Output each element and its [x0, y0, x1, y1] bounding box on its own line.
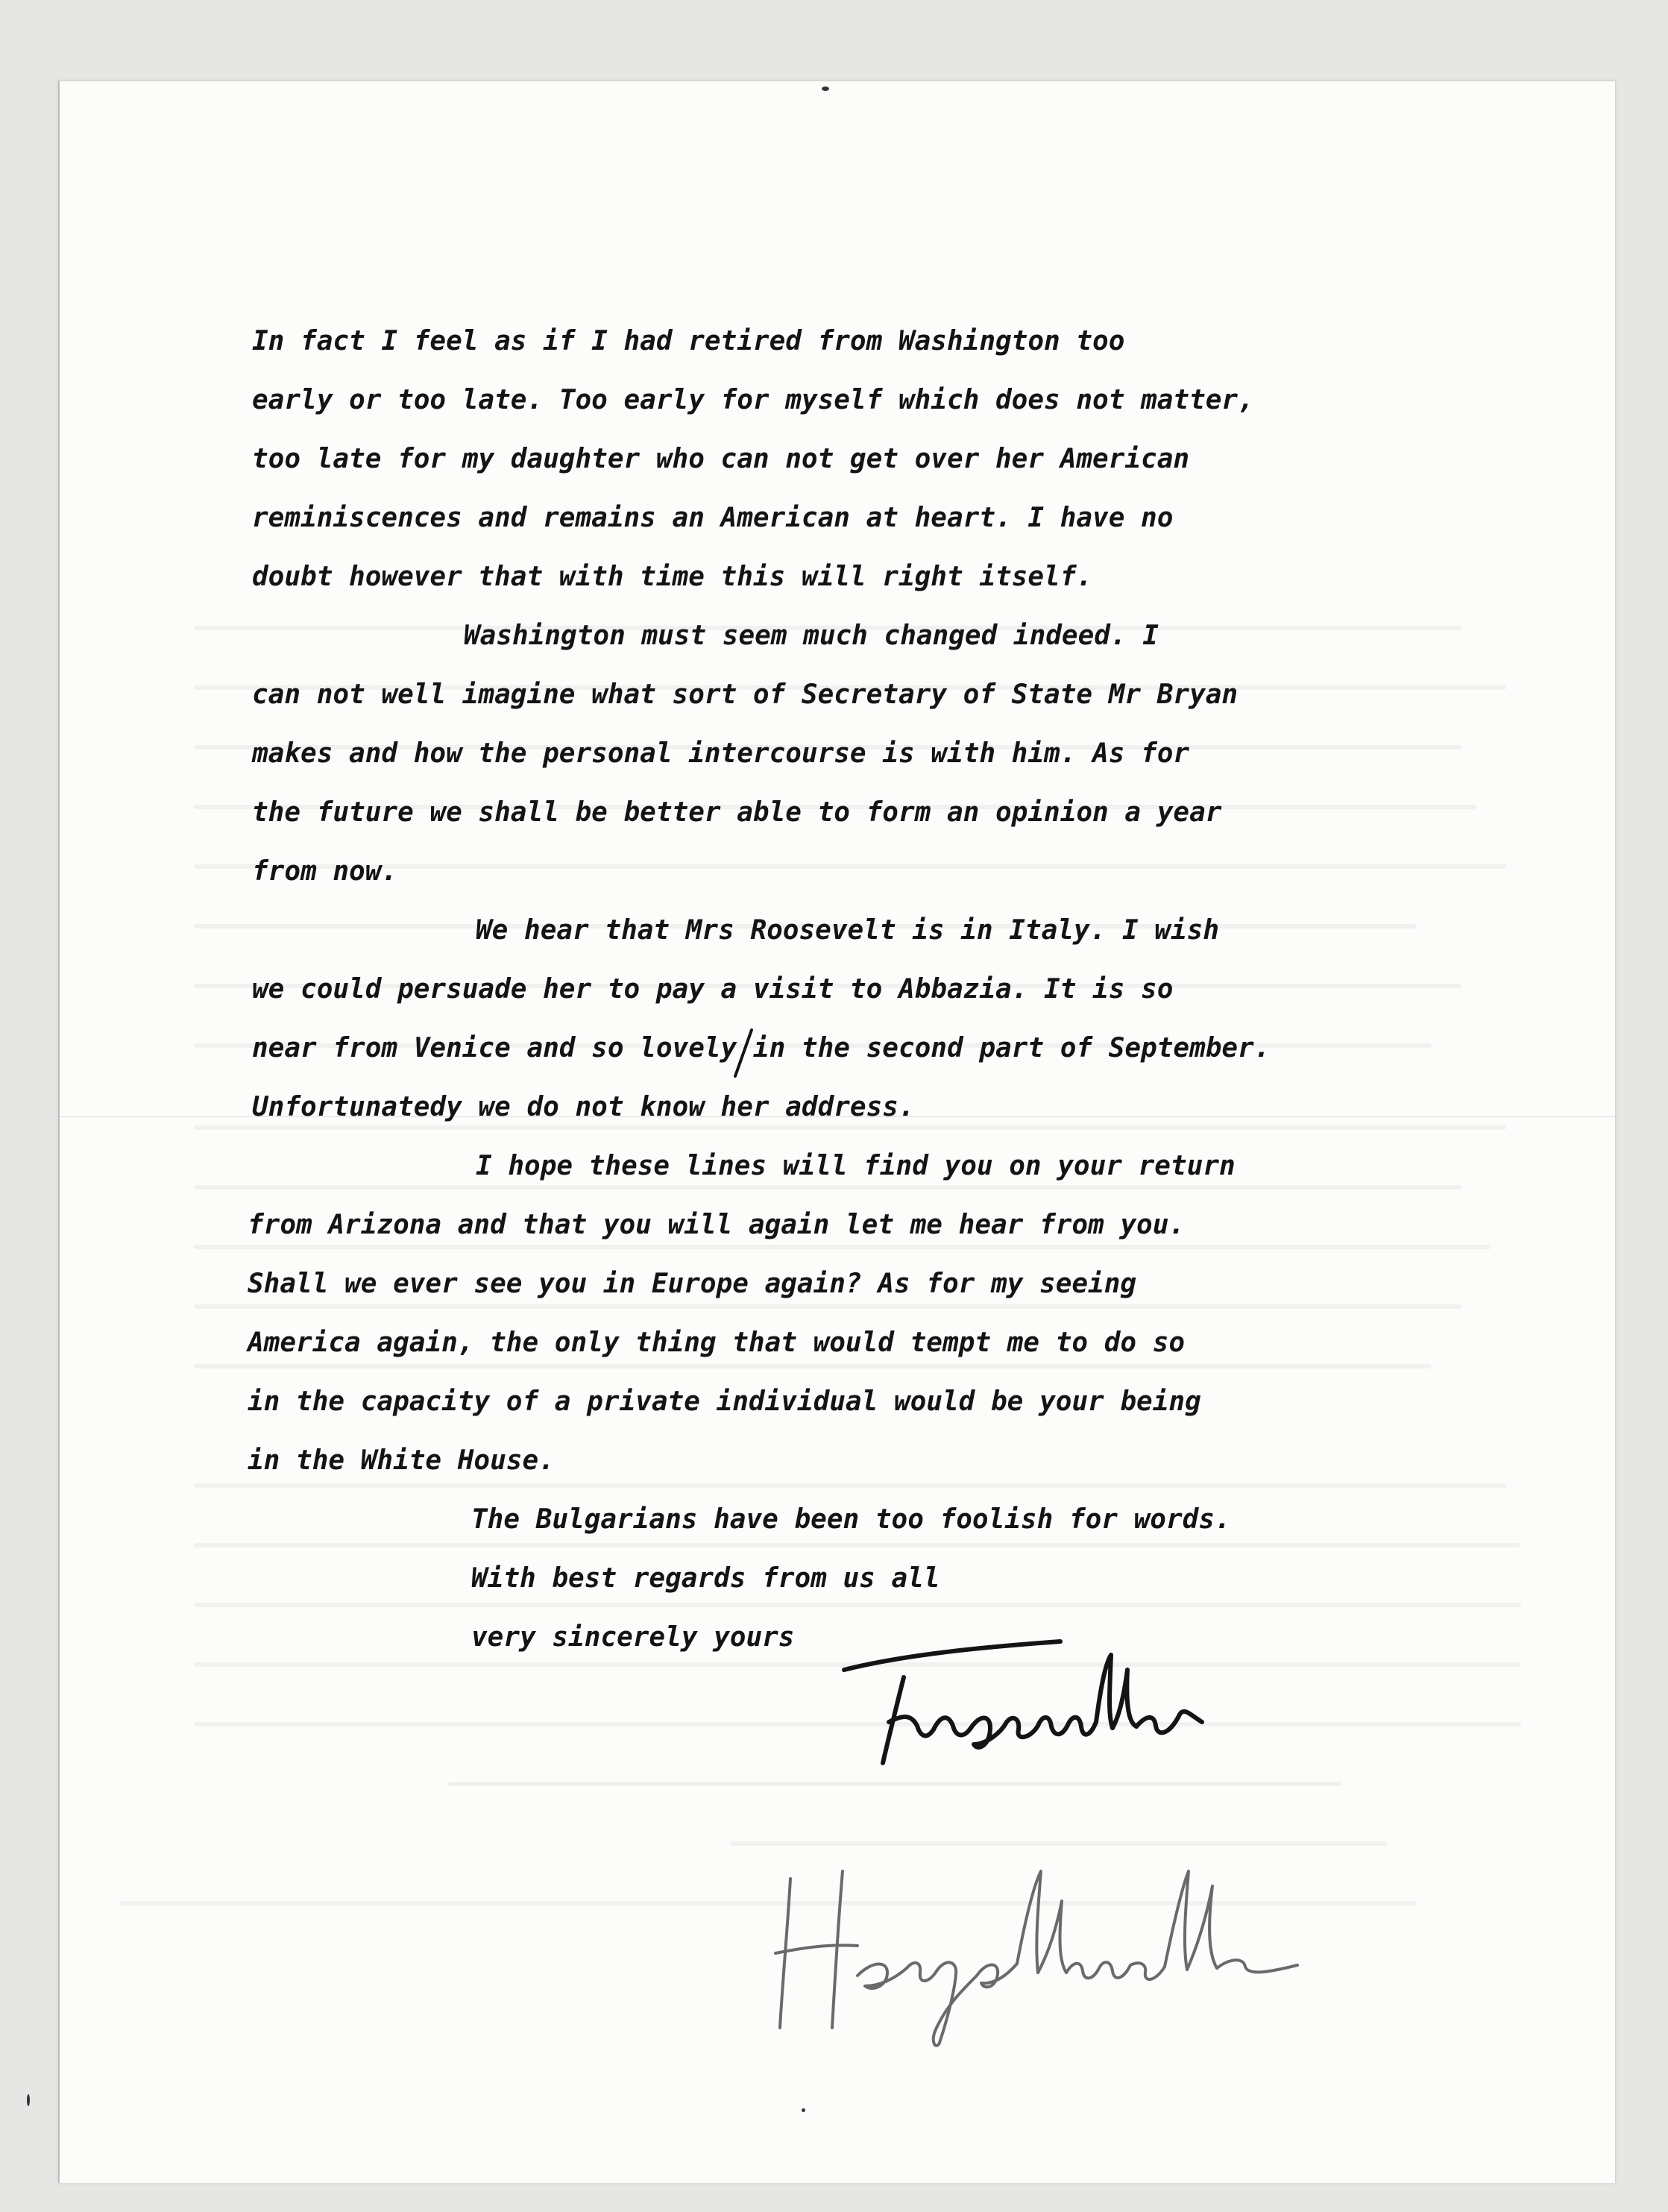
letter-line: In fact I feel as if I had retired from Washington too: [252, 326, 1125, 356]
pen-mark: [729, 1027, 759, 1079]
letter-line: I hope these lines will find you on your return: [476, 1151, 1236, 1181]
letter-page: [58, 81, 1616, 2183]
letter-line: in the capacity of a private individual would be your being: [248, 1386, 1201, 1417]
film-speck: [27, 2094, 30, 2106]
letter-line: Washington must seem much changed indeed. I: [464, 620, 1159, 651]
letter-line: Shall we ever see you in Europe again? As for my seeing: [248, 1269, 1137, 1299]
letter-line: near from Venice and so lovely in the second part of September.: [252, 1033, 1271, 1063]
closing-valediction: very sincerely yours: [471, 1622, 795, 1653]
pencil-signature: [761, 1826, 1357, 2050]
letter-line: Unfortunatedy we do not know her address.: [252, 1092, 915, 1122]
letter-line: we could persuade her to pay a visit to Abbazia. It is so: [252, 974, 1174, 1005]
letter-line: from Arizona and that you will again let me hear from you.: [248, 1210, 1186, 1240]
letter-line: America again, the only thing that would tempt me to do so: [248, 1327, 1186, 1358]
letter-line: The Bulgarians have been too foolish for words.: [471, 1504, 1231, 1535]
letter-line: makes and how the personal intercourse is with him. As for: [252, 738, 1190, 769]
letter-line: reminiscences and remains an American at heart. I have no: [252, 503, 1174, 533]
closing-regards: With best regards from us all: [471, 1563, 940, 1594]
film-speck: [822, 87, 829, 91]
letter-line: the future we shall be better able to form an opinion a year: [252, 797, 1222, 828]
letter-line: too late for my daughter who can not get over her American: [252, 444, 1190, 474]
letter-line: in the White House.: [248, 1445, 555, 1476]
letter-line: We hear that Mrs Roosevelt is in Italy. I wish: [476, 915, 1219, 946]
letter-line: can not well imagine what sort of Secretary of State Mr Bryan: [252, 679, 1239, 710]
film-speck: [802, 2108, 805, 2112]
letter-line: doubt however that with time this will right itself.: [252, 562, 1093, 592]
letter-line: from now.: [252, 856, 398, 887]
ink-signature: [814, 1603, 1262, 1774]
letter-line: early or too late. Too early for myself which does not matter,: [252, 385, 1254, 415]
